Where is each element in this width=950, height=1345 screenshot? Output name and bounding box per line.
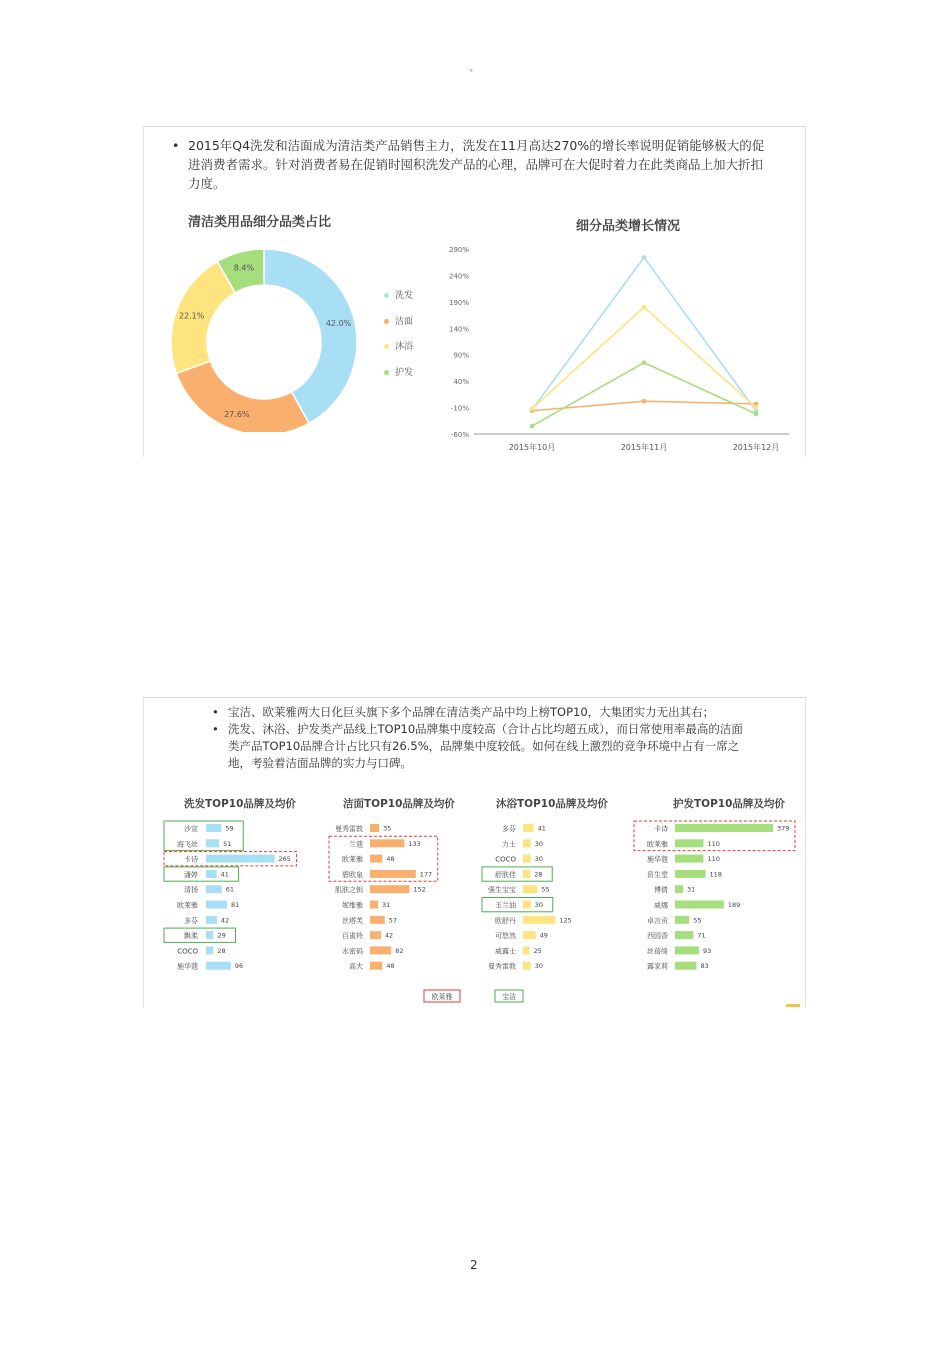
donut-slice-label: 8.4% (233, 263, 255, 273)
bar (523, 901, 531, 909)
line-point (754, 412, 759, 417)
legend-swatch (384, 370, 389, 375)
bar-value-label: 379 (777, 824, 790, 833)
bar-value-label: 96 (234, 962, 244, 971)
bar (206, 946, 213, 954)
bar-value-label: 152 (413, 885, 426, 894)
legend-item (384, 289, 413, 315)
y-tick-label: 240% (448, 272, 469, 281)
legend-item (384, 315, 413, 341)
bar-category-label: 卓言贡 (647, 916, 668, 925)
bar (370, 824, 379, 832)
line-point (642, 305, 647, 310)
bar (675, 901, 724, 909)
bar-value-label: 55 (693, 916, 702, 925)
bar-value-label: 133 (408, 839, 421, 848)
bar-value-label: 118 (709, 870, 722, 879)
bar-value-label: 29 (217, 931, 226, 940)
bar-category-label: 曼秀雷敦 (488, 962, 516, 971)
bar-category-label: 曼秀雷敦 (335, 825, 363, 833)
line-series-0 (532, 257, 756, 410)
bar (523, 916, 555, 924)
bar-category-label: 博倩 (654, 886, 668, 895)
line-point (530, 406, 535, 411)
bar-category-label: 舒肤佳 (495, 870, 516, 879)
bar (206, 901, 227, 909)
bar-value-label: 35 (383, 824, 392, 833)
bar-category-label: 兰蔻 (349, 840, 363, 849)
bar-category-label: 碧欧泉 (342, 870, 363, 879)
bar-category-label: 多芬 (502, 825, 516, 833)
bar (523, 962, 531, 970)
bar (206, 839, 219, 847)
bar (523, 824, 534, 832)
bar-value-label: 82 (395, 946, 404, 955)
bar-category-label: 卡诗 (184, 855, 198, 864)
bar-value-label: 42 (384, 931, 394, 940)
bar-value-label: 125 (559, 916, 572, 925)
bar (675, 839, 703, 847)
line-series-3 (532, 363, 756, 426)
bar-value-label: 61 (225, 885, 235, 894)
page-mark: ˚ (469, 70, 474, 80)
bar-value-label: 41 (537, 824, 546, 833)
line-chart-title: 细分品类增长情况 (576, 219, 681, 234)
bar-value-label: 41 (220, 870, 229, 879)
bar-value-label: 83 (700, 962, 709, 971)
slide-category-share (143, 126, 806, 457)
bar-value-label: 25 (533, 946, 542, 955)
bar (206, 916, 217, 924)
bar (370, 916, 385, 924)
donut-slice-label: 27.6% (224, 410, 250, 420)
decorative-corner (786, 1004, 800, 1007)
bar-category-label: 丝蓓绮 (647, 947, 668, 956)
bar-value-label: 42 (220, 916, 230, 925)
brand-bar-charts (144, 698, 805, 1008)
line-series-2 (532, 307, 756, 408)
bar-category-label: 水密码 (342, 947, 363, 956)
bar-value-label: 57 (388, 916, 398, 925)
y-tick-label: -10% (450, 404, 469, 413)
bar-category-label: 卡诗 (654, 825, 668, 833)
bar-value-label: 265 (278, 855, 291, 864)
donut-slice-1 (176, 361, 309, 432)
bar-value-label: 93 (703, 946, 712, 955)
bar-value-label: 30 (534, 855, 544, 864)
line-point (530, 424, 535, 429)
bar-category-label: 西园香 (647, 932, 668, 941)
bar (370, 839, 404, 847)
x-tick-label: 2015年12月 (732, 443, 780, 452)
bar-category-label: 露家莉 (647, 962, 668, 971)
bar-value-label: 81 (230, 901, 240, 909)
bar-category-label: 欧莱雅 (342, 855, 363, 864)
x-tick-label: 2015年10月 (508, 443, 556, 452)
bar-category-label: 清扬 (184, 886, 198, 895)
y-tick-label: 40% (453, 378, 469, 387)
donut-slice-label: 42.0% (325, 318, 352, 328)
bullet: • 洗发、沐浴、护发类产品线上TOP10品牌集中度较高（合计占比均超五成），而日常使用率最高的洁面类产品TOP10品牌合计占比只有26.5%，品牌集中度较低。如何在线上激烈的竞争环境中占有一席之地，考验着洁面品牌的实力与口碑。 (210, 721, 750, 772)
bar-category-label: 欧莱雅 (647, 840, 668, 849)
legend-swatch (384, 319, 389, 324)
legend-label: 洗发 (395, 291, 414, 301)
bar-category-label: 飘柔 (184, 932, 198, 941)
bar-category-label: 力士 (502, 840, 516, 849)
bar-value-label: 30 (534, 962, 544, 971)
bar-category-label: 施华蔻 (647, 855, 668, 864)
bar (675, 962, 696, 970)
bar (206, 885, 222, 893)
y-tick-label: 190% (448, 298, 469, 307)
bar-value-label: 30 (534, 901, 544, 909)
bar-category-label: 高夫 (349, 962, 363, 971)
bar (675, 870, 706, 878)
bar (370, 901, 378, 909)
bar-value-label: 49 (539, 931, 548, 940)
conditioner-chart-title: 护发TOP10品牌及均价 (673, 798, 785, 810)
bar-category-label: 资生堂 (647, 870, 668, 879)
bar (206, 824, 221, 832)
bar-category-label: 多芬 (184, 916, 198, 925)
bar (675, 855, 703, 863)
shampoo-chart-title: 洗发TOP10品牌及均价 (184, 798, 296, 810)
donut-chart (164, 242, 404, 432)
bar-category-label: 欧舒丹 (495, 916, 516, 925)
bar-category-label: COCO (495, 855, 516, 864)
x-tick-label: 2015年11月 (620, 443, 668, 452)
bar (523, 946, 529, 954)
bar-value-label: 59 (225, 824, 234, 833)
bar (675, 946, 699, 954)
bar-value-label: 31 (687, 885, 696, 894)
bar-category-label: 威露士 (495, 947, 516, 956)
line-chart (434, 235, 804, 455)
bar-category-label: 玉兰油 (495, 901, 516, 910)
legend-swatch (384, 344, 389, 349)
legend-swatch (384, 293, 389, 298)
bar (370, 962, 382, 970)
bar (206, 962, 231, 970)
bar (370, 946, 391, 954)
line-point (642, 360, 647, 365)
bar-value-label: 71 (697, 931, 706, 940)
bar (523, 855, 531, 863)
legend-label: 沐浴 (395, 342, 414, 352)
y-tick-label: -60% (450, 431, 469, 439)
bar (675, 931, 693, 939)
bar-value-label: 110 (707, 855, 720, 864)
bar (206, 855, 275, 863)
bar-category-label: 百雀羚 (342, 932, 363, 941)
bullet: • 宝洁、欧莱雅两大日化巨头旗下多个品牌在清洁类产品中均上榜TOP10，大集团实力无出其右； (210, 704, 750, 721)
bar-category-label: 施华蔻 (177, 962, 198, 971)
legend-label: 洁面 (395, 316, 414, 327)
cleanser-chart-title: 洁面TOP10品牌及均价 (343, 798, 455, 810)
bar-value-label: 189 (727, 901, 741, 909)
bar (675, 824, 773, 832)
y-tick-label: 140% (448, 325, 469, 334)
bar (370, 931, 381, 939)
group-legend-label: 欧莱雅 (431, 993, 453, 1001)
bar-category-label: COCO (177, 947, 198, 956)
bar-value-label: 48 (386, 855, 395, 864)
bar (206, 931, 213, 939)
bar (523, 870, 530, 878)
bar-value-label: 177 (419, 870, 433, 879)
bar (675, 885, 683, 893)
bar (523, 885, 537, 893)
bar (370, 870, 416, 878)
bar-category-label: 欧莱雅 (177, 901, 198, 910)
legend-label: 护发 (395, 367, 414, 378)
donut-slice-label: 22.1% (178, 311, 205, 321)
bodywash-chart-title: 沐浴TOP10品牌及均价 (496, 798, 608, 810)
donut-legend (384, 289, 413, 391)
page-number: 2 (470, 1258, 478, 1272)
donut-chart-title: 清洁类用品细分品类占比 (188, 215, 332, 230)
bar (370, 885, 409, 893)
bar-category-label: 威娜 (654, 901, 668, 910)
bar-category-label: 潘婷 (184, 870, 198, 879)
line-point (754, 405, 759, 410)
y-tick-label: 290% (448, 246, 469, 254)
bar-value-label: 110 (707, 839, 720, 848)
bar-value-label: 30 (534, 839, 544, 848)
slide1-bullets (170, 136, 770, 193)
legend-item (384, 340, 413, 366)
bar (370, 855, 382, 863)
bar-value-label: 48 (386, 962, 395, 971)
legend-item (384, 366, 413, 392)
y-tick-label: 90% (453, 351, 469, 360)
bar-value-label: 31 (382, 901, 391, 909)
bar-value-label: 51 (223, 839, 232, 848)
bar-value-label: 55 (541, 885, 550, 894)
slide-top10-brands (143, 697, 806, 1008)
bar-category-label: 沙宣 (184, 825, 198, 833)
bar-category-label: 海飞丝 (177, 840, 198, 849)
line-point (642, 255, 647, 260)
bar (675, 916, 689, 924)
bar (523, 931, 536, 939)
bar-category-label: 强生宝宝 (488, 886, 516, 895)
bar (523, 839, 531, 847)
bullet: • 2015年Q4洗发和洁面成为清洁类产品销售主力，洗发在11月高达270%的增长率说明促销能够极大的促进消费者需求。针对消费者易在促销时囤积洗发产品的心理，品牌可在大促时着力在此类商品上加大折扣力度。 (170, 136, 770, 193)
group-legend-label: 宝洁 (502, 993, 516, 1001)
bar-category-label: 丝塔芙 (342, 916, 363, 925)
bar-category-label: 妮维雅 (342, 901, 363, 910)
bar-value-label: 28 (217, 946, 226, 955)
bar-category-label: 可悠然 (495, 932, 516, 941)
bar (206, 870, 217, 878)
line-point (642, 399, 647, 404)
bar-value-label: 28 (534, 870, 543, 879)
bar-category-label: 肌肤之钥 (335, 886, 363, 895)
